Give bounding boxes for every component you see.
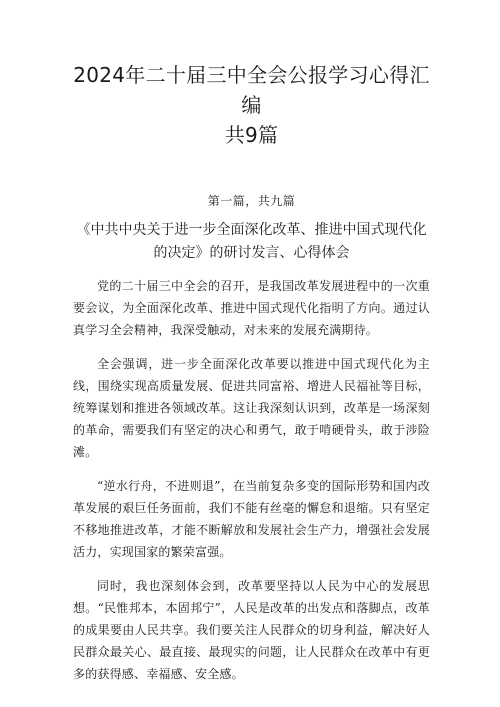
paragraph-2: 全会强调，进一步全面深化改革要以推进中国式现代化为主线，围绕实现高质量发展、促进共同富裕、增进人民福祉等目标，统筹谋划和推进各领域改革。这让我深刻认识到，改革是一场深刻的革命，需要我们有坚定的决心和勇气，敢于啃硬骨头，敢于涉险滩。: [73, 357, 430, 459]
paragraph-1: 党的二十届三中全会的召开，是我国改革发展进程中的一次重要会议，为全面深化改革、推进中国式现代化指明了方向。通过认真学习全会精神，我深受触动，对未来的发展充满期待。: [73, 279, 430, 337]
title-line-1: 2024年二十届三中全会公报学习心得汇编: [73, 63, 430, 117]
paragraph-4: 同时，我也深刻体会到，改革要坚持以人民为中心的发展思想。“民惟邦本，本固邦宁”，人民是改革的出发点和落脚点，改革的成果要由人民共享。我们要关注人民群众的切身利益，解决好人民群众最关心、最直接、最现实的问题，让人民群众在改革中有更多的获得感、幸福感、安全感。: [73, 579, 430, 681]
paragraph-3: “逆水行舟，不进则退”，在当前复杂多变的国际形势和国内改革发展的艰巨任务面前，我们不能有丝毫的懈怠和退缩。只有坚定不移地推进改革，才能不断解放和发展社会生产力，增强社会发展活力，实现国家的繁荣富强。: [73, 479, 430, 559]
document-title: [73, 60, 430, 150]
article-subtitle: 《中共中央关于进一步全面深化改革、推进中国式现代化的决定》的研讨发言、心得体会: [76, 222, 427, 261]
section-heading: 第一篇，共九篇: [207, 194, 296, 208]
title-line-2: 共9篇: [224, 123, 279, 147]
